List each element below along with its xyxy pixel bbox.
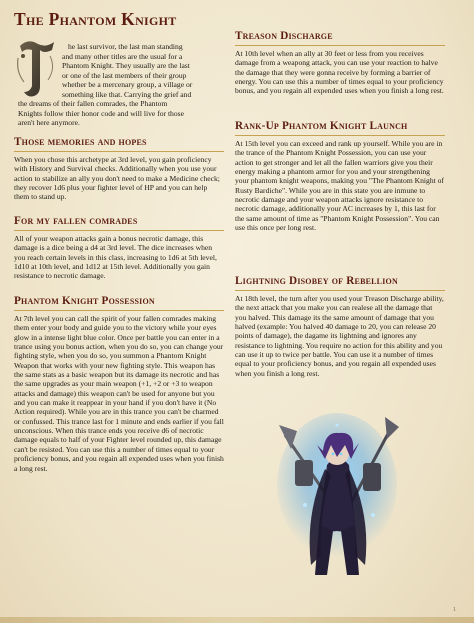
section-divider	[235, 290, 445, 292]
intro-line-2: and many other titles are the usual for a	[62, 51, 183, 61]
section-text: At 15th level you can exceed and rank up yourself. While you are in the trance of the Phantom Knight Possession, you can use your action to get stronger and let all the fallen warriors give you their energy making a phantom armor for you and your strengthening your phantom knight weapons, making you "The Phantom Knight of Rusty Bardiche". While you are in this state you are inmune to necrotic damage and your weapon attacks ignore resistance to necrotic damage, additionally your AC increases by 1, this last for the same amount of time as "Phantom Knight Possession". You can use this once per long rest.	[235, 139, 444, 233]
intro-paragraph	[14, 36, 224, 132]
section-heading: Rank-Up Phantom Knight Launch	[235, 120, 408, 132]
section-text: At 10th level when an ally at 30 feet or less from you receives damage from a weapong attack, you can use your reaction to halve the damage that they were gonna receive by forming a barrier of energy. You can use this a number of times equal to your proficiency bonus, and you regain all expended uses when you finish a long rest.	[235, 49, 444, 96]
section-text: All of your weapon attacks gain a bonus necrotic damage, this damage is a dice being a d4 at 3rd level. The dice increases when you reach certain levels in this class, increasing to 1d6 at 5th level, 1d10 at 10th level, and 1d12 at 15th level. Additionally you gain resistance to necrotic damage.	[14, 234, 217, 281]
section-divider	[14, 151, 224, 153]
section-memories	[14, 136, 224, 202]
intro-line-9: aren't here anymore.	[18, 118, 80, 127]
intro-line-1: he last survivor, the last man standing	[68, 42, 183, 51]
section-divider	[235, 45, 445, 47]
intro-line-5: whether be a mercenary group, a village or	[62, 80, 193, 89]
right-column	[235, 0, 445, 623]
section-divider	[14, 230, 224, 232]
drop-cap-t-icon	[14, 36, 58, 100]
intro-line-8: Knights follow thier honor code and will live for those	[18, 108, 184, 118]
intro-line-6: something like that. Carrying the grief and	[62, 89, 192, 99]
section-text: At 7th level you can call the spirit of your fallen comrades making them enter your body and guide you to the victory while your eyes glow in a intense light blue color. Once per battle you can enter in a trance using you bonus action, when you do so, you can change your fighting style, when you do so, you summon a Phantom Knight Weapon that works with your new fighting style. This weapon has the same stats as a basic weapon but its damage its necrotic and has the same upgrades as your main weapon (+1, +2 or +3 to weapon attacks and damage) this weapon can't be used for anyone but you and you can make it reappear in your hand if you don't have it (No Action required). While you are in this trance you can't be charmed or confussed. This trance last for 1 minute and ends earlier if you fall unconscious. When this trance ends you receive d6 of necrotic damage equals to half of your Fighter level rounded up, this damage can't be resisted. You can use this a number of times equal to your proficiency bonus, and you regain all expended uses when you finish a long rest.	[14, 314, 224, 473]
section-heading: For my fallen comrades	[14, 215, 138, 227]
section-fallen-comrades	[14, 215, 224, 281]
section-heading: Those memories and hopes	[14, 136, 147, 148]
intro-line-7: the dreams of their fallen comrades, the Phantom	[18, 99, 168, 108]
section-heading: Treason Discharge	[235, 30, 333, 42]
page-footer-ornament	[0, 617, 474, 623]
section-possession	[14, 295, 224, 473]
section-heading: Phantom Knight Possession	[14, 295, 155, 307]
left-column	[14, 0, 224, 623]
section-treason-discharge	[235, 30, 445, 96]
section-heading: Lightning Disobey of Rebellion	[235, 275, 398, 287]
section-divider	[14, 310, 224, 312]
section-divider	[235, 135, 445, 137]
phantom-knight-illustration-icon	[275, 405, 400, 583]
intro-line-4: or one of the last members of their group	[62, 70, 187, 80]
section-text: When you chose this archetype at 3rd level, you gain proficiency with History and Survival checks. Additionally when you use your action to stabilize an ally you don't need to make a Medicine check; they recover 1d6 plus your fighter level of HP and you can help them to stand up.	[14, 155, 220, 202]
section-text: At 18th level, the turn after you used your Treason Discharge ability, the next attack that you make you can realese all the damage that you halved. This damage its the same amount of damage that you halved (example: You halved 40 damage to 20, you can release 20 points of damage), the dagame its lightning and ignores any resistance to lightning. You require no action for this ability and you can use it up to twice per battle. You can use it a number of times equal to your proficiency bonus, and you regain all expended uses when you finish a long rest.	[235, 294, 444, 378]
section-lightning-disobey	[235, 275, 445, 378]
intro-line-3: Phantom Knight. They usually are the last	[62, 61, 190, 70]
page-title: The Phantom Knight	[14, 9, 177, 29]
page-number: 1	[453, 607, 456, 613]
section-rank-up	[235, 120, 445, 232]
